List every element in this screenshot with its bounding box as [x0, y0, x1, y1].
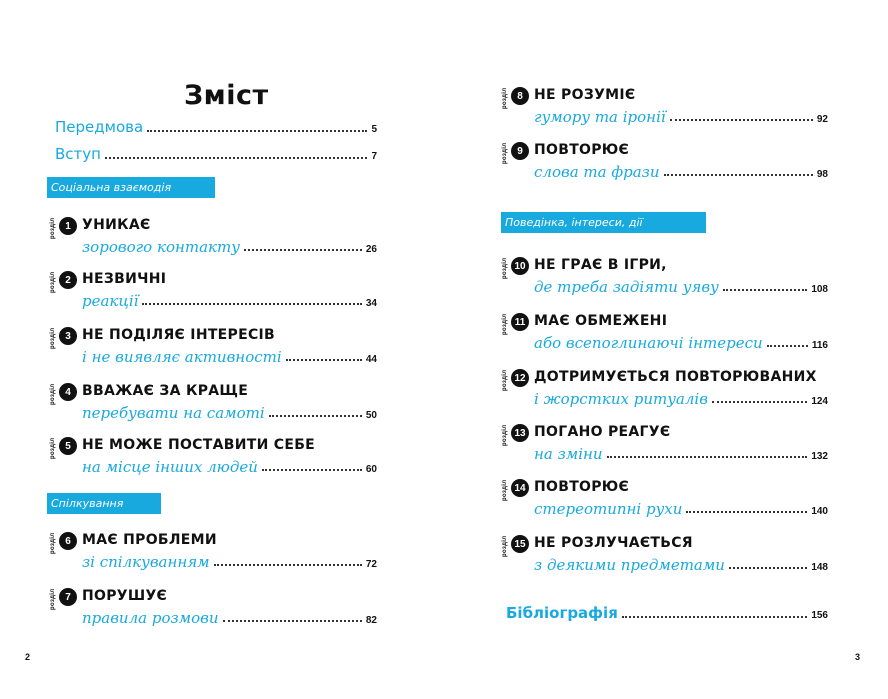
chapter-title: НЕ РОЗУМІЄ: [534, 87, 636, 103]
chapter-subtitle-row: [534, 334, 828, 352]
toc-entry-label: Передмова: [55, 118, 144, 136]
chapter-subtitle: зорового контакту: [82, 238, 240, 256]
chapter-subtitle-row: [82, 348, 377, 366]
chapter-subtitle-row: [82, 238, 377, 256]
chapter-subtitle: на зміни: [534, 445, 603, 463]
chapter-subtitle-row: [82, 292, 377, 310]
chapter-marker: розділ: [50, 437, 56, 459]
leader-dots: [244, 248, 362, 251]
toc-chapter-1[interactable]: [50, 217, 377, 267]
chapter-number-badge: 8: [511, 87, 529, 105]
page-number: 82: [365, 615, 377, 626]
leader-dots: [223, 619, 362, 622]
chapter-subtitle-row: [534, 445, 828, 463]
page-number: 34: [365, 298, 377, 309]
chapter-title: ПОВТОРЮЄ: [534, 142, 630, 158]
chapter-title: НЕЗВИЧНІ: [82, 271, 167, 287]
section-heading: Поведінка, інтереси, дії: [501, 212, 706, 233]
chapter-number-badge: 13: [511, 424, 529, 442]
chapter-number-badge: 11: [511, 313, 529, 331]
chapter-subtitle-row: [534, 556, 828, 574]
chapter-title: НЕ ГРАЄ В ІГРИ,: [534, 257, 667, 273]
leader-dots: [607, 455, 808, 458]
section-heading: Соціальна взаємодія: [47, 177, 215, 198]
chapter-marker: розділ: [50, 271, 56, 293]
chapter-number-badge: 5: [59, 437, 77, 455]
chapter-subtitle: реакції: [82, 292, 139, 310]
toc-chapter-9[interactable]: [502, 142, 828, 192]
chapter-marker: розділ: [50, 217, 56, 239]
chapter-marker: розділ: [502, 257, 508, 279]
chapter-subtitle: гумору та іронії: [534, 108, 666, 126]
leader-dots: [767, 344, 808, 347]
chapter-number-badge: 3: [59, 327, 77, 345]
leader-dots: [686, 510, 807, 513]
leader-dots: [269, 414, 362, 417]
chapter-subtitle-row: [534, 500, 828, 518]
toc-chapter-12[interactable]: [502, 369, 828, 419]
leader-dots: [147, 129, 367, 132]
chapter-marker: розділ: [50, 532, 56, 554]
chapter-marker: розділ: [50, 383, 56, 405]
leader-dots: [729, 566, 807, 569]
chapter-marker: розділ: [502, 479, 508, 501]
chapter-number-badge: 15: [511, 535, 529, 553]
toc-chapter-5[interactable]: [50, 437, 377, 487]
page-folio: 2: [25, 652, 31, 662]
chapter-marker: розділ: [502, 424, 508, 446]
chapter-subtitle: з деякими предметами: [534, 556, 725, 574]
chapter-title: МАЄ ОБМЕЖЕНІ: [534, 313, 668, 329]
chapter-subtitle: зі спілкуванням: [82, 553, 210, 571]
leader-dots: [664, 173, 813, 176]
chapter-subtitle-row: [82, 404, 377, 422]
page-number: 108: [811, 284, 828, 295]
toc-chapter-8[interactable]: [502, 87, 828, 137]
chapter-subtitle: стереотипні рухи: [534, 500, 683, 518]
page-folio: 3: [855, 652, 861, 662]
leader-dots: [622, 615, 807, 618]
chapter-title: НЕ МОЖЕ ПОСТАВИТИ СЕБЕ: [82, 437, 316, 453]
chapter-subtitle: правила розмови: [82, 609, 219, 627]
toc-chapter-10[interactable]: [502, 257, 828, 307]
page-number: 140: [811, 506, 828, 517]
page-number: 5: [371, 124, 377, 135]
chapter-subtitle: на місце інших людей: [82, 458, 258, 476]
chapter-number-badge: 1: [59, 217, 77, 235]
page-number: 92: [816, 114, 828, 125]
chapter-subtitle: де треба задіяти уяву: [534, 278, 719, 296]
leader-dots: [723, 288, 808, 291]
chapter-marker: розділ: [50, 327, 56, 349]
leader-dots: [286, 358, 362, 361]
page-number: 116: [811, 340, 828, 351]
page-number: 50: [365, 410, 377, 421]
chapter-number-badge: 2: [59, 271, 77, 289]
toc-entry-label: Бібліографія: [506, 604, 618, 622]
chapter-marker: розділ: [502, 313, 508, 335]
toc-chapter-3[interactable]: [50, 327, 377, 377]
chapter-subtitle-row: [534, 390, 828, 408]
chapter-number-badge: 14: [511, 479, 529, 497]
chapter-subtitle-row: [82, 553, 377, 571]
toc-chapter-4[interactable]: [50, 383, 377, 433]
chapter-subtitle-row: [534, 278, 828, 296]
chapter-title: НЕ ПОДІЛЯЄ ІНТЕРЕСІВ: [82, 327, 276, 343]
chapter-subtitle-row: [82, 458, 377, 476]
page-number: 124: [811, 396, 828, 407]
toc-chapter-11[interactable]: [502, 313, 828, 363]
chapter-subtitle: і не виявляє активності: [82, 348, 282, 366]
leader-dots: [142, 302, 361, 305]
chapter-number-badge: 12: [511, 369, 529, 387]
leader-dots: [670, 118, 813, 121]
chapter-marker: розділ: [502, 142, 508, 164]
chapter-subtitle: і жорстких ритуалів: [534, 390, 708, 408]
page-title: Зміст: [184, 80, 269, 111]
toc-chapter-6[interactable]: [50, 532, 377, 582]
chapter-title: ПОВТОРЮЄ: [534, 479, 630, 495]
chapter-title: МАЄ ПРОБЛЕМИ: [82, 532, 217, 548]
chapter-title: ПОГАНО РЕАГУЄ: [534, 424, 671, 440]
chapter-number-badge: 6: [59, 532, 77, 550]
toc-chapter-2[interactable]: [50, 271, 377, 321]
page-number: 148: [811, 562, 828, 573]
chapter-title: ВВАЖАЄ ЗА КРАЩЕ: [82, 383, 249, 399]
chapter-marker: розділ: [502, 87, 508, 109]
toc-chapter-14[interactable]: [502, 479, 828, 529]
toc-entry-bibliography[interactable]: [506, 604, 828, 622]
chapter-subtitle-row: [534, 108, 828, 126]
chapter-marker: розділ: [50, 588, 56, 610]
chapter-number-badge: 9: [511, 142, 529, 160]
leader-dots: [105, 156, 367, 159]
page-number: 132: [811, 451, 828, 462]
page-number: 72: [365, 559, 377, 570]
chapter-title: УНИКАЄ: [82, 217, 151, 233]
toc-entry-introduction[interactable]: [55, 143, 377, 163]
chapter-title: ДОТРИМУЄТЬСЯ ПОВТОРЮВАНИХ: [534, 369, 817, 385]
chapter-subtitle: або всепоглинаючі інтереси: [534, 334, 763, 352]
chapter-marker: розділ: [502, 369, 508, 391]
toc-chapter-15[interactable]: [502, 535, 828, 585]
page-number: 98: [816, 169, 828, 180]
leader-dots: [262, 468, 362, 471]
toc-chapter-13[interactable]: [502, 424, 828, 474]
chapter-marker: розділ: [502, 535, 508, 557]
chapter-number-badge: 10: [511, 257, 529, 275]
chapter-subtitle: слова та фрази: [534, 163, 660, 181]
leader-dots: [214, 563, 362, 566]
chapter-title: НЕ РОЗЛУЧАЄТЬСЯ: [534, 535, 693, 551]
page-number: 7: [371, 151, 377, 162]
chapter-number-badge: 7: [59, 588, 77, 606]
page-number: 26: [365, 244, 377, 255]
page-number: 156: [811, 610, 828, 621]
chapter-subtitle-row: [534, 163, 828, 181]
section-heading: Спілкування: [47, 493, 161, 514]
chapter-number-badge: 4: [59, 383, 77, 401]
page-number: 60: [365, 464, 377, 475]
chapter-subtitle: перебувати на самоті: [82, 404, 265, 422]
chapter-subtitle-row: [82, 609, 377, 627]
page-number: 44: [365, 354, 377, 365]
chapter-title: ПОРУШУЄ: [82, 588, 168, 604]
toc-entry-foreword[interactable]: [55, 116, 377, 136]
toc-chapter-7[interactable]: [50, 588, 377, 638]
toc-entry-label: Вступ: [55, 145, 101, 163]
leader-dots: [712, 400, 807, 403]
